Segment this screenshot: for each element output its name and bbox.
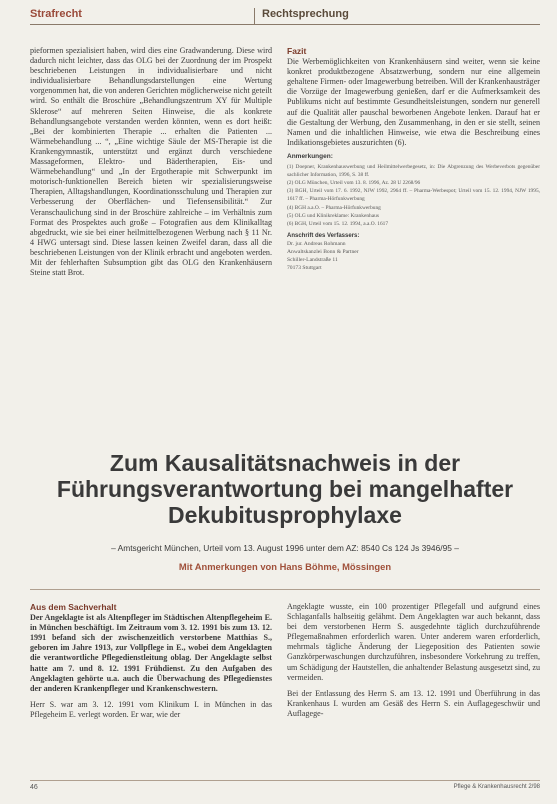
author-line: Schiller-Landstraße 11 [287, 256, 338, 263]
facts-heading: Aus dem Sachverhalt [30, 602, 117, 612]
section-tag-right: Rechtsprechung [262, 8, 349, 20]
bottom-right-column [287, 602, 540, 792]
left-column [30, 46, 272, 336]
author-address [287, 232, 540, 272]
note-item: (3) BGH, Urteil vom 17. 6. 1992, NJW 1992, 2964 ff. – Pharma-Werbespot; Urteil vom 15. 12. 1994, NJW 1995, 1617 ff. – Pharma-Hörfunkwerbung [287, 188, 540, 203]
title-line: Führungsverantwortung bei mangelhafter [56, 476, 514, 502]
section-rule [30, 589, 540, 590]
facts-paragraph: Angeklagte wusste, ein 100 prozentiger Pflegefall und aufgrund eines Schlaganfalls halbseitig gelähmt. Dem Angeklagten war auch bekannt, dass bei dem verstorbenen Herrn S. ausgedehnte täglich durchzuführende Pflegemaßnahmen erforderlich waren. Unter anderem waren erforderlich, mehrmals tägliche Änderung der Liegeposition des Patienten sowie Ganzkörperwaschungen durchzuführen, insbesondere Vorkehrung zu treffen, um Schädigung der Hautstellen, die anhaltender Belastung ausgesetzt sind, zu vermeiden. [287, 602, 540, 682]
annotation-author: Mit Anmerkungen von Hans Böhme, Mössingen [178, 561, 392, 572]
note-item: (1) Doepner, Krankenhauswerbung und Heilmittelwerbegesetz, in: Die Abgrenzung des Werbeverbots gegenüber sachlicher Information, 1996, S. 38 ff. [287, 164, 540, 179]
footer-rule [30, 780, 540, 781]
note-item: (2) OLG München, Urteil vom 13. 8. 1996, Az. 28 U 2268/96 [287, 180, 421, 187]
fazit-text: Die Werbemöglichkeiten von Krankenhäusern sind weiter, wenn sie keine konkret produktbezogene Absatzwerbung, sondern nur eine allgemein gehaltene Firmen- oder Imagewerbung betreiben. Will der Krankenhausträger die Vorzüge der Imagewerbung genießen, darf er die Aufmerksamkeit des Publikums nicht auf bestimmte Gesundheitsleistungen, sondern nur generell auf die Qualität aller pauschal beworbenen Angebote lenken. Darauf hat er die Gestaltung der Werbung, den Zusammenhang, in den er sie stellt, seinen Namen und die inhaltlichen Hinweise, wie etwa die Beschreibung eines Indikationsgebietes auszurichten (6). [287, 57, 540, 147]
title-line: Dekubitusprophylaxe [168, 502, 402, 528]
header-separator [254, 8, 255, 24]
author-line: Dr. jur. Andreas Rohmann [287, 240, 346, 247]
right-column [287, 46, 540, 332]
section-tag-left: Strafrecht [30, 8, 82, 20]
article-title [30, 450, 540, 528]
notes-heading: Anmerkungen: [287, 152, 333, 160]
note-item: (4) BGH a.a.O. – Pharma-Hörfunkwerbung [287, 204, 381, 211]
facts-paragraph: Bei der Entlassung des Herrn S. am 13. 12. 1991 und Überführung in das Krankenhaus I. wurden am Gesäß des Herrn S. ein Auflagegeschwür und Auflagege- [287, 688, 540, 718]
facts-paragraph: Herr S. war am 3. 12. 1991 vom Klinikum I. in München in das Pflegeheim E. verlegt worden. Er war, wie der [30, 699, 272, 719]
author-line: 70173 Stuttgart [287, 264, 322, 271]
page-number: 46 [30, 784, 38, 791]
notes-list [287, 163, 540, 228]
header-rule [30, 24, 540, 25]
note-item: (6) BGH, Urteil vom 15. 12. 1994, a.a.O. 1617 [287, 220, 389, 227]
facts-bold-paragraph: Der Angeklagte ist als Altenpfleger im Städtischen Altenpflegeheim E. in München beschäftigt. Im Zeitraum vom 3. 12. 1991 bis zum 13. 12. 1991 befand sich der zwischenzeitlich verstorbene Matthias S., geboren im Jahre 1913, zur Vollpflege in E., wobei dem Angeklagten die verantwortliche Pflegedienstleitung oblag. Der Angeklagte selbst hatte am 7. und 8. 12. 1991 Frühdienst. Zu den Aufgaben des Angeklagten gehörte u.a. auch die Überwachung des Pflegedienstes der anderen Krankenpfleger und Krankenschwestern. [30, 613, 272, 693]
author-heading: Anschrift des Verfassers: [287, 232, 360, 239]
journal-footer: Pflege & Krankenhausrecht 2/98 [453, 784, 540, 790]
author-line: Anwaltskanzlei Bonn & Partner [287, 248, 359, 255]
fazit-heading: Fazit [287, 46, 307, 56]
left-column-text: pieformen spezialisiert haben, wird dies eine Gradwanderung. Diese wird dadurch nicht leichter, dass das OLG bei der Zuordnung der im Prospekt beschriebenen Leistungen in individualisierbare und nicht individualisierbare Behandlungsdarstellungen eine Wertung vorgenommen hat, die von anderen Gerichten möglicherweise nicht geteilt wird. So enthält die Broschüre „Behandlungszentrum XY für Multiple Sklerose“ auf mehreren Seiten Hinweise, die als konkrete Behandlungsangebote verstanden werden könnten, wenn es dort heißt: „Bei der kombinierten Therapie ... erhalten die Patienten ... Wärmebehandlung ... “, „Eine wichtige Säule der MS-Therapie ist die Krankengymnastik, unterstützt und ergänzt durch verschiedene Massageformen, Elektro- und Bädertherapien, Eis- und Wärmebehandlung“ und „In der Ergotherapie mit Schwerpunkt im motorisch-funktionellen Bereich bieten wir spezialisierungsweise Therapien, Alltagshandlungen, Koordinationsschulung und Therapien zur Verbesserung der Oberflächen- und Tiefensensibilität.“ Zur Veranschaulichung sind in der Broschüre zahlreiche – im Verhältnis zum Format des Prospektes auch große – Fotografien aus dem Klinikalltag abgedruckt, wie sie bei einer heilmittelbezogenen Werbung nach § 11 Nr. 4 HWG untersagt sind. Diese lassen keinen Zweifel daran, dass all die beschriebenen Leistungen von der Klinik erbracht und angeboten werden. Mit der fehlerhaften Subsumption gibt das OLG den Krankenhäusern Steine statt Brot. [30, 46, 272, 278]
page-header [30, 8, 540, 24]
bottom-left-column [30, 602, 272, 792]
note-item: (5) OLG und Klinikreklame: Krankenhaus [287, 212, 379, 219]
court-reference: – Amtsgericht München, Urteil vom 13. August 1996 unter dem AZ: 8540 Cs 124 Js 3946/95 – [111, 543, 459, 553]
title-line: Zum Kausalitätsnachweis in der [109, 450, 461, 476]
